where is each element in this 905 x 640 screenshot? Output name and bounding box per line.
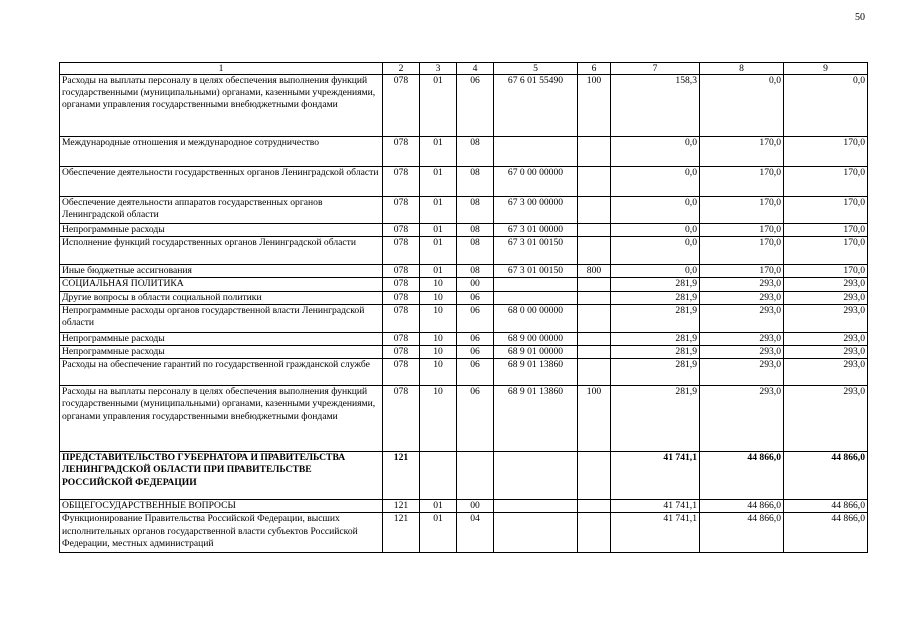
row-expense-type: [578, 137, 611, 167]
row-subsection: 08: [457, 167, 494, 197]
row-expense-type: [578, 332, 611, 345]
row-code: 078: [383, 197, 420, 224]
row-subsection: [457, 452, 494, 500]
row-name: Непрограммные расходы: [60, 332, 383, 345]
row-section: 01: [420, 224, 457, 237]
row-code: 121: [383, 452, 420, 500]
row-name: СОЦИАЛЬНАЯ ПОЛИТИКА: [60, 278, 383, 291]
row-target-article: 68 9 01 13860: [494, 386, 578, 452]
row-expense-type: [578, 500, 611, 513]
row-code: 078: [383, 224, 420, 237]
row-amount-col9: 170,0: [784, 197, 868, 224]
row-section: 01: [420, 167, 457, 197]
header-cell: 4: [457, 63, 494, 75]
row-section: 01: [420, 237, 457, 265]
row-expense-type: [578, 452, 611, 500]
table-row: [60, 75, 868, 137]
row-amount-col8: 293,0: [700, 359, 784, 386]
header-cell: 7: [611, 63, 700, 75]
row-name: Непрограммные расходы: [60, 224, 383, 237]
row-subsection: 08: [457, 224, 494, 237]
row-name: Расходы на обеспечение гарантий по государственной гражданской службе: [60, 359, 383, 386]
row-expense-type: [578, 278, 611, 291]
table-row: [60, 237, 868, 265]
row-amount-col7: 281,9: [611, 291, 700, 304]
row-amount-col8: 293,0: [700, 278, 784, 291]
row-section: 01: [420, 197, 457, 224]
row-subsection: 00: [457, 278, 494, 291]
row-amount-col9: 293,0: [784, 359, 868, 386]
table-row: [60, 500, 868, 513]
row-expense-type: 800: [578, 265, 611, 278]
row-amount-col8: 44 866,0: [700, 452, 784, 500]
row-section: 10: [420, 386, 457, 452]
row-expense-type: [578, 304, 611, 332]
row-subsection: 08: [457, 137, 494, 167]
table-row: [60, 386, 868, 452]
row-target-article: 67 3 01 00150: [494, 265, 578, 278]
row-amount-col7: 0,0: [611, 167, 700, 197]
row-section: 10: [420, 346, 457, 359]
row-amount-col8: 293,0: [700, 291, 784, 304]
row-code: 078: [383, 167, 420, 197]
row-target-article: [494, 513, 578, 553]
row-section: 01: [420, 137, 457, 167]
table-row: [60, 197, 868, 224]
row-section: 10: [420, 359, 457, 386]
row-code: 078: [383, 278, 420, 291]
row-target-article: [494, 278, 578, 291]
row-subsection: 08: [457, 265, 494, 278]
row-name: Непрограммные расходы органов государственной власти Ленинградской области: [60, 304, 383, 332]
header-cell: 8: [700, 63, 784, 75]
row-amount-col9: 44 866,0: [784, 513, 868, 553]
row-subsection: 06: [457, 291, 494, 304]
row-code: 121: [383, 513, 420, 553]
row-subsection: 06: [457, 386, 494, 452]
row-expense-type: [578, 359, 611, 386]
row-name: Функционирование Правительства Российской Федерации, высших исполнительных органов государственной власти субъектов Российской Федерации, местных администраций: [60, 513, 383, 553]
row-expense-type: 100: [578, 386, 611, 452]
row-code: 078: [383, 332, 420, 345]
row-amount-col7: 281,9: [611, 304, 700, 332]
row-amount-col7: 41 741,1: [611, 452, 700, 500]
row-section: 10: [420, 291, 457, 304]
row-target-article: [494, 291, 578, 304]
row-amount-col7: 0,0: [611, 224, 700, 237]
table-row: [60, 167, 868, 197]
row-code: 078: [383, 386, 420, 452]
row-code: 078: [383, 346, 420, 359]
row-amount-col7: 41 741,1: [611, 513, 700, 553]
row-subsection: 06: [457, 346, 494, 359]
row-target-article: 67 0 00 00000: [494, 167, 578, 197]
row-subsection: 06: [457, 304, 494, 332]
row-target-article: 68 0 00 00000: [494, 304, 578, 332]
table-row: [60, 224, 868, 237]
row-amount-col9: 44 866,0: [784, 500, 868, 513]
row-section: 01: [420, 75, 457, 137]
row-subsection: 08: [457, 237, 494, 265]
row-expense-type: [578, 167, 611, 197]
row-target-article: [494, 500, 578, 513]
table-row: [60, 291, 868, 304]
row-amount-col8: 170,0: [700, 224, 784, 237]
row-amount-col7: 0,0: [611, 237, 700, 265]
row-section: 10: [420, 278, 457, 291]
row-expense-type: [578, 197, 611, 224]
row-name: Иные бюджетные ассигнования: [60, 265, 383, 278]
row-name: ОБЩЕГОСУДАРСТВЕННЫЕ ВОПРОСЫ: [60, 500, 383, 513]
row-code: 078: [383, 237, 420, 265]
row-amount-col7: 281,9: [611, 359, 700, 386]
row-amount-col7: 158,3: [611, 75, 700, 137]
row-name: Другие вопросы в области социальной политики: [60, 291, 383, 304]
row-name: Международные отношения и международное сотрудничество: [60, 137, 383, 167]
row-expense-type: [578, 291, 611, 304]
row-amount-col7: 0,0: [611, 265, 700, 278]
row-section: 10: [420, 332, 457, 345]
row-amount-col9: 0,0: [784, 75, 868, 137]
row-section: 01: [420, 500, 457, 513]
row-amount-col9: 293,0: [784, 346, 868, 359]
header-cell: 9: [784, 63, 868, 75]
row-amount-col8: 170,0: [700, 237, 784, 265]
row-amount-col9: 293,0: [784, 304, 868, 332]
row-section: [420, 452, 457, 500]
row-subsection: 06: [457, 332, 494, 345]
row-subsection: 06: [457, 75, 494, 137]
row-amount-col8: 293,0: [700, 304, 784, 332]
header-cell: 5: [494, 63, 578, 75]
table-row: [60, 452, 868, 500]
row-subsection: 08: [457, 197, 494, 224]
row-name: Расходы на выплаты персоналу в целях обеспечения выполнения функций государственными (муниципальными) органами, казенными учреждениями, органами управления государственными внебюджетными фондами: [60, 75, 383, 137]
row-expense-type: [578, 513, 611, 553]
row-target-article: [494, 452, 578, 500]
row-target-article: 67 3 01 00000: [494, 224, 578, 237]
row-name: Обеспечение деятельности аппаратов государственных органов Ленинградской области: [60, 197, 383, 224]
row-amount-col9: 293,0: [784, 291, 868, 304]
row-amount-col8: 170,0: [700, 167, 784, 197]
row-subsection: 06: [457, 359, 494, 386]
table-row: [60, 346, 868, 359]
row-amount-col9: 170,0: [784, 167, 868, 197]
table-row: [60, 278, 868, 291]
row-target-article: 67 6 01 55490: [494, 75, 578, 137]
page-number: 50: [855, 12, 865, 23]
table-row: [60, 137, 868, 167]
row-target-article: 68 9 00 00000: [494, 332, 578, 345]
row-amount-col8: 44 866,0: [700, 513, 784, 553]
table-row: [60, 359, 868, 386]
row-name: Обеспечение деятельности государственных органов Ленинградской области: [60, 167, 383, 197]
header-cell: 2: [383, 63, 420, 75]
row-amount-col7: 0,0: [611, 137, 700, 167]
row-amount-col7: 0,0: [611, 197, 700, 224]
table-row: [60, 265, 868, 278]
row-amount-col7: 281,9: [611, 278, 700, 291]
row-section: 01: [420, 513, 457, 553]
row-expense-type: [578, 237, 611, 265]
row-amount-col8: 293,0: [700, 386, 784, 452]
row-target-article: 68 9 01 00000: [494, 346, 578, 359]
row-amount-col7: 281,9: [611, 346, 700, 359]
header-cell: 1: [60, 63, 383, 75]
budget-table: [59, 62, 868, 553]
row-expense-type: [578, 224, 611, 237]
header-cell: 6: [578, 63, 611, 75]
table-row: [60, 304, 868, 332]
row-amount-col9: 170,0: [784, 237, 868, 265]
row-name: Расходы на выплаты персоналу в целях обеспечения выполнения функций государственными (муниципальными) органами, казенными учреждениями, органами управления государственными внебюджетными фондами: [60, 386, 383, 452]
row-subsection: 04: [457, 513, 494, 553]
row-amount-col7: 281,9: [611, 386, 700, 452]
row-amount-col8: 170,0: [700, 197, 784, 224]
row-amount-col8: 293,0: [700, 346, 784, 359]
row-expense-type: 100: [578, 75, 611, 137]
row-amount-col8: 293,0: [700, 332, 784, 345]
row-code: 078: [383, 75, 420, 137]
row-amount-col9: 170,0: [784, 224, 868, 237]
row-code: 078: [383, 291, 420, 304]
header-row: [60, 63, 868, 75]
row-name: ПРЕДСТАВИТЕЛЬСТВО ГУБЕРНАТОРА И ПРАВИТЕЛЬСТВА ЛЕНИНГРАДСКОЙ ОБЛАСТИ ПРИ ПРАВИТЕЛЬСТВЕ РОССИЙСКОЙ ФЕДЕРАЦИИ: [60, 452, 383, 500]
row-target-article: [494, 137, 578, 167]
row-code: 078: [383, 265, 420, 278]
row-section: 10: [420, 304, 457, 332]
row-amount-col8: 44 866,0: [700, 500, 784, 513]
row-name: Непрограммные расходы: [60, 346, 383, 359]
row-target-article: 68 9 01 13860: [494, 359, 578, 386]
row-amount-col9: 170,0: [784, 137, 868, 167]
row-amount-col8: 170,0: [700, 265, 784, 278]
row-amount-col8: 170,0: [700, 137, 784, 167]
row-amount-col7: 281,9: [611, 332, 700, 345]
row-amount-col8: 0,0: [700, 75, 784, 137]
row-amount-col9: 170,0: [784, 265, 868, 278]
row-code: 121: [383, 500, 420, 513]
row-name: Исполнение функций государственных органов Ленинградской области: [60, 237, 383, 265]
row-subsection: 00: [457, 500, 494, 513]
row-amount-col9: 293,0: [784, 278, 868, 291]
row-amount-col9: 293,0: [784, 386, 868, 452]
row-amount-col7: 41 741,1: [611, 500, 700, 513]
row-code: 078: [383, 359, 420, 386]
row-target-article: 67 3 00 00000: [494, 197, 578, 224]
row-section: 01: [420, 265, 457, 278]
row-amount-col9: 44 866,0: [784, 452, 868, 500]
row-target-article: 67 3 01 00150: [494, 237, 578, 265]
table-row: [60, 332, 868, 345]
table-row: [60, 513, 868, 553]
row-expense-type: [578, 346, 611, 359]
row-amount-col9: 293,0: [784, 332, 868, 345]
header-cell: 3: [420, 63, 457, 75]
row-code: 078: [383, 137, 420, 167]
row-code: 078: [383, 304, 420, 332]
